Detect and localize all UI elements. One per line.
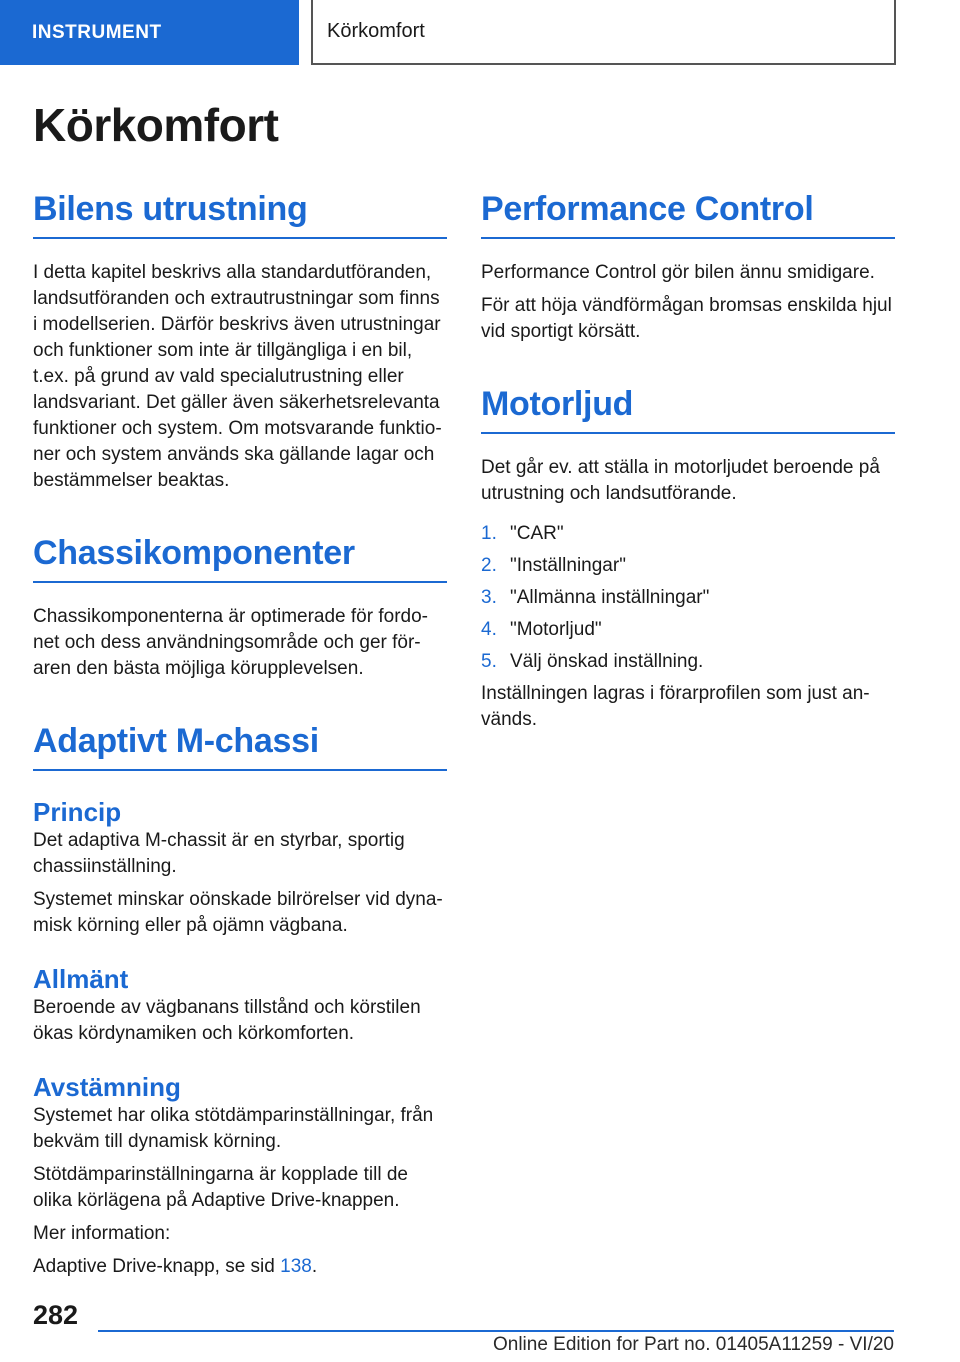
left-column <box>33 190 447 1280</box>
page-reference-link[interactable]: 138 <box>280 1256 312 1277</box>
paragraph-chassikomponenter: Chassikomponenterna är optimerade för fordo-net och dess användningsområde och ger för-aren den bästa möjliga körupplevelsen. <box>33 606 428 679</box>
section-tab[interactable]: INSTRUMENT <box>0 0 299 65</box>
paragraph-avstamning-3: Mer information: <box>33 1223 171 1244</box>
list-item: 5. Välj önskad inställning. <box>481 651 704 672</box>
paragraph-bilens-utrustning: I detta kapitel beskrivs alla standardutföranden, landsutföranden och extrautrustningar som finns i modellserien. Därför beskrivs även utrustningar och funktioner som inte är tillgängliga i en bil, t.ex. på grund av vald specialutrustning eller landsvariant. Det gäller även säkerhetsrelevanta funktioner och system. Om motsvarande funktio-ner och system används ska gällande lagar och bestämmelser beaktas. <box>33 262 442 491</box>
subheading-avstamning: Avstämning <box>33 1072 181 1102</box>
list-item: 2. "Inställningar" <box>481 555 626 576</box>
list-item: 3. "Allmänna inställningar" <box>481 587 710 608</box>
paragraph-princip-2: Systemet minskar oönskade bilrörelser vid dyna-misk körning eller på ojämn vägbana. <box>33 889 443 936</box>
footer-edition: Online Edition for Part no. 01405A11259 - VI/20 <box>492 1334 894 1355</box>
right-column <box>481 190 895 733</box>
list-item: 1. "CAR" <box>481 523 564 544</box>
paragraph-princip-1: Det adaptiva M-chassit är en styrbar, sportig chassiinställning. <box>33 830 405 877</box>
subheading-allmant: Allmänt <box>33 964 129 994</box>
footer-divider <box>98 1330 894 1332</box>
paragraph-avstamning-2: Stötdämparinställningarna är kopplade till de olika körlägena på Adaptive Drive-knappen. <box>33 1164 408 1211</box>
paragraph-allmant: Beroende av vägbanans tillstånd och körstilen ökas kördynamiken och körkomforten. <box>33 997 421 1044</box>
motorljud-steps-list <box>481 521 895 675</box>
heading-chassikomponenter: Chassikomponenter <box>33 534 447 583</box>
paragraph-performance-2: För att höja vändförmågan bromsas enskilda hjul vid sportigt körsätt. <box>481 295 892 342</box>
page-number: 282 <box>33 1300 79 1330</box>
paragraph-avstamning-1: Systemet har olika stötdämparinställningar, från bekväm till dynamisk körning. <box>33 1105 434 1152</box>
paragraph-performance-1: Performance Control gör bilen ännu smidigare. <box>481 262 875 283</box>
paragraph-avstamning-4: Adaptive Drive-knapp, se sid 138. <box>33 1256 318 1277</box>
paragraph-motorljud-1: Det går ev. att ställa in motorljudet beroende på utrustning och landsutförande. <box>481 457 880 504</box>
heading-performance-control: Performance Control <box>481 190 895 239</box>
chapter-tab[interactable]: Körkomfort <box>311 0 896 65</box>
list-item: 4. "Motorljud" <box>481 619 602 640</box>
heading-adaptivt-m-chassi: Adaptivt M-chassi <box>33 722 447 771</box>
paragraph-motorljud-2: Inställningen lagras i förarprofilen som just an-vänds. <box>481 683 870 730</box>
page-title: Körkomfort <box>33 99 279 151</box>
heading-motorljud: Motorljud <box>481 385 895 434</box>
heading-bilens-utrustning: Bilens utrustning <box>33 190 447 239</box>
subheading-princip: Princip <box>33 797 122 827</box>
